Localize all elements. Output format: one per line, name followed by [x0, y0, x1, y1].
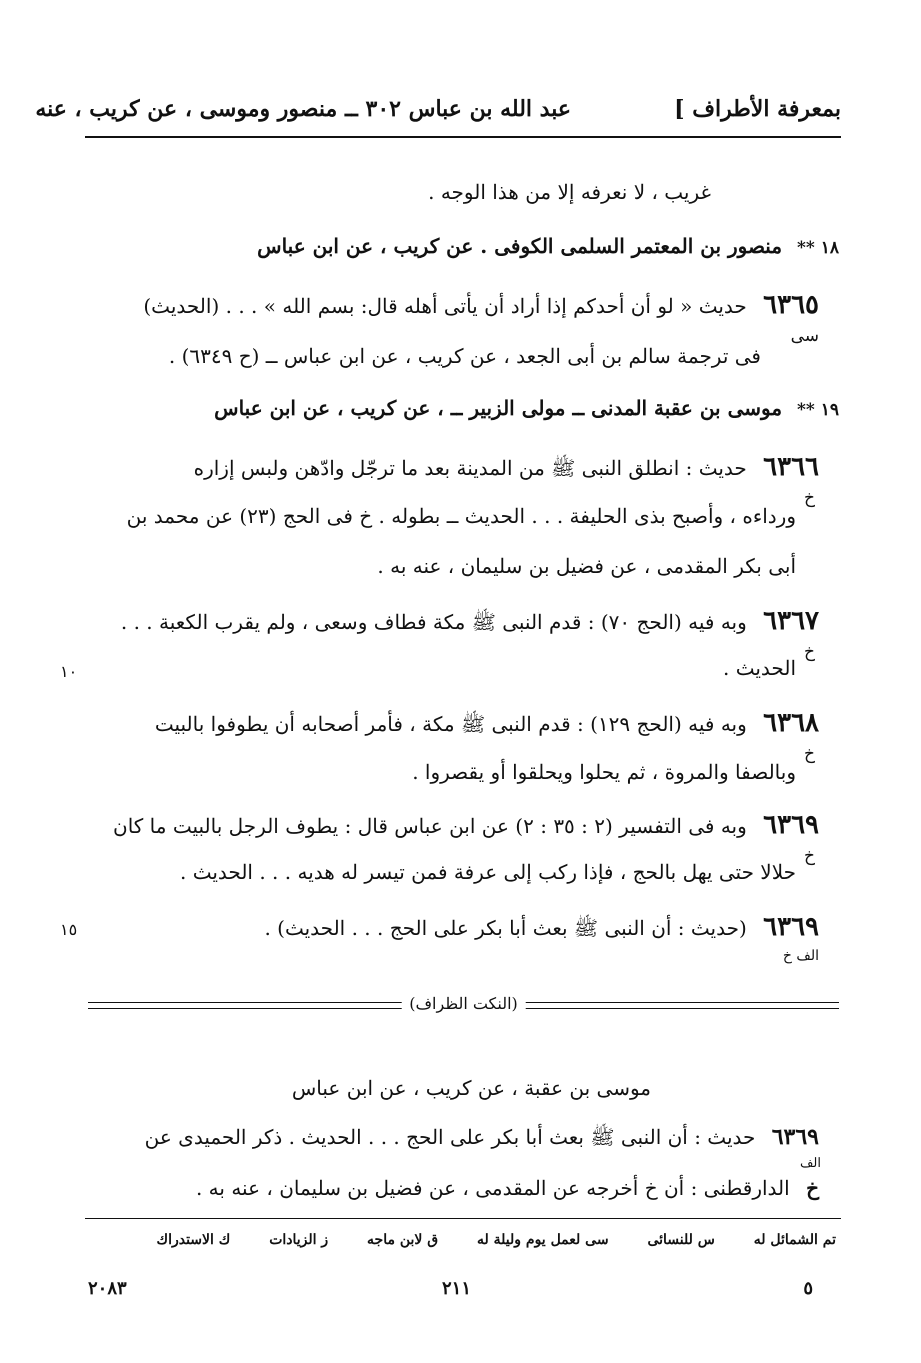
section-19-title: موسى بن عقبة المدنى ــ مولى الزبير ــ ، عن كريب ، عن ابن عباس — [214, 396, 783, 420]
source-code-top: الف — [799, 1156, 821, 1171]
hadith-text: وبه فيه (الحج ١٢٩) : قدم النبى ﷺ مكة ، فأمر أصحابه أن يطوفوا بالبيت — [154, 712, 747, 736]
hadith-6366-line-1 — [194, 452, 819, 485]
siglum-item: ق لابن ماجه — [367, 1232, 439, 1248]
footer-right-number: ٥ — [803, 1278, 813, 1299]
footnote-rule — [85, 1218, 841, 1219]
section-18-title: منصور بن المعتمر السلمى الكوفى . عن كريب ، عن ابن عباس — [257, 234, 783, 258]
hadith-6369a-line-1 — [264, 912, 819, 945]
margin-line-number: ١٥ — [60, 920, 78, 939]
siglum-item: سى لعمل يوم وليلة له — [477, 1232, 609, 1248]
source-code: خ — [806, 1176, 819, 1200]
hadith-text: حديث : انطلق النبى ﷺ من المدينة بعد ما ترجّل وادّهن ولبس إزاره — [193, 456, 747, 480]
nukat-line-2 — [196, 1176, 819, 1200]
source-code: سى — [790, 326, 819, 346]
hadith-6368-line-2: وبالصفا والمروة ، ثم يحلوا ويحلقوا أو يقصروا . — [412, 760, 796, 784]
hadith-number: ٦٣٦٩ — [763, 912, 819, 942]
running-header — [35, 96, 841, 132]
source-code: خ — [804, 846, 815, 866]
hadith-6366-line-3: أبى بكر المقدمى ، عن فضيل بن سليمان ، عنه به . — [377, 554, 796, 578]
header-rule — [85, 136, 841, 138]
hadith-number: ٦٣٦٥ — [763, 290, 819, 320]
nukat-divider — [88, 994, 839, 1018]
text-line: غريب ، لا نعرفه إلا من هذا الوجه . — [428, 180, 711, 204]
hadith-number: ٦٣٦٩ — [771, 1124, 819, 1150]
hadith-number: ٦٣٦٦ — [763, 452, 819, 482]
nukat-label: (النكت الظراف) — [401, 994, 526, 1013]
page-number: ٢١١ — [441, 1278, 471, 1299]
siglum-key — [85, 1232, 836, 1248]
section-18-marker: ١٨ ** — [797, 238, 839, 258]
hadith-6367-line-2: الحديث . — [723, 656, 796, 680]
hadith-number: ٦٣٦٧ — [763, 606, 819, 636]
hadith-text: حديث : أن النبى ﷺ بعث أبا بكر على الحج . . . الحديث . ذكر الحميدى عن — [144, 1125, 756, 1149]
source-code: خ — [804, 488, 815, 508]
nukat-heading: موسى بن عقبة ، عن كريب ، عن ابن عباس — [291, 1076, 651, 1100]
siglum-item: ز الزيادات — [269, 1232, 329, 1248]
source-code: الف خ — [782, 948, 819, 964]
footer-left-number: ٢٠٨٣ — [88, 1278, 127, 1299]
hadith-text: وبه فى التفسير (٢ : ٣٥ : ٢) عن ابن عباس قال : يطوف الرجل بالبيت ما كان — [113, 814, 747, 838]
hadith-number: ٦٣٦٩ — [763, 810, 819, 840]
source-code: خ — [804, 642, 815, 662]
siglum-item: س للنسائى — [647, 1232, 715, 1248]
hadith-6367-line-1 — [121, 606, 819, 639]
header-right: بمعرفة الأطراف ] — [674, 96, 841, 122]
siglum-item: تم الشمائل له — [753, 1232, 836, 1248]
hadith-6369-line-2: حلالا حتى يهل بالحج ، فإذا ركب إلى عرفة فمن تيسر له هديه . . . الحديث . — [180, 860, 796, 884]
hadith-6365-line-2: فى ترجمة سالم بن أبى الجعد ، عن كريب ، عن ابن عباس ــ (ح ٦٣٤٩) . — [168, 344, 761, 368]
siglum-item: ك الاستدراك — [156, 1232, 231, 1248]
hadith-6365-line-1 — [143, 290, 819, 320]
nukat-line-1 — [145, 1124, 819, 1154]
hadith-text: (حديث : أن النبى ﷺ بعث أبا بكر على الحج . . . الحديث) . — [264, 916, 747, 940]
hadith-6368-line-1 — [155, 708, 819, 741]
hadith-6369-line-1 — [113, 810, 819, 840]
header-center: عبد الله بن عباس ٣٠٢ ــ منصور وموسى ، عن كريب ، عنه — [35, 96, 571, 122]
hadith-6366-line-2: ورداءه ، وأصبح بذى الحليفة . . . الحديث ــ بطوله . خ فى الحج (٢٣) عن محمد بن — [126, 504, 796, 528]
hadith-number: ٦٣٦٨ — [763, 708, 819, 738]
nukat-text: الدارقطنى : أن خ أخرجه عن المقدمى ، عن فضيل بن سليمان ، عنه به . — [195, 1176, 790, 1200]
source-code: خ — [804, 744, 815, 764]
section-19-marker: ١٩ ** — [797, 400, 839, 420]
margin-line-number: ١٠ — [60, 662, 78, 681]
hadith-text: وبه فيه (الحج ٧٠) : قدم النبى ﷺ مكة فطاف وسعى ، ولم يقرب الكعبة . . . — [120, 610, 747, 634]
hadith-text: حديث « لو أن أحدكم إذا أراد أن يأتى أهله قال: بسم الله » . . . (الحديث) — [143, 294, 747, 318]
section-19-heading — [214, 396, 839, 420]
section-18-heading — [257, 234, 839, 258]
